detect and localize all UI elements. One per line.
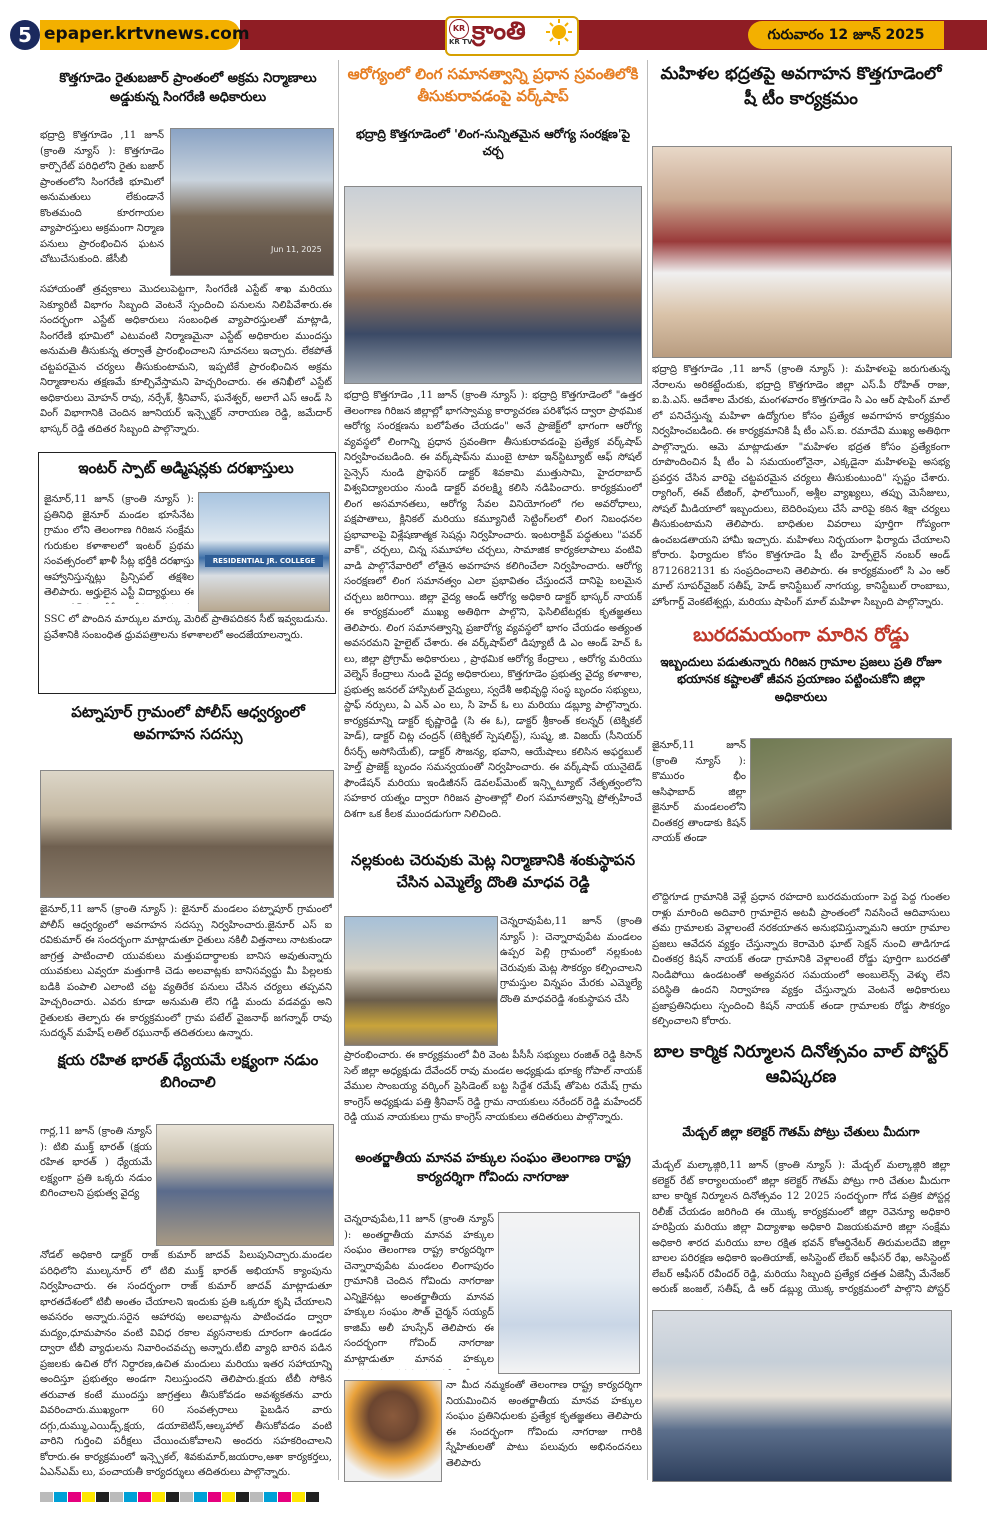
page-number: 5	[10, 20, 40, 50]
patnapur-body: జైనూర్,11 జూన్ (క్రాంతి న్యూస్ ): జైనూర్ మండలం పట్నాపూర్ గ్రామంలో పోలీస్ ఆధ్వర్యంలో అవగాహన సదస్సు నిర్వహించారు.జైనూర్ ఎస్ ఐ రవికుమార్ ఈ సందర్భంగా మాట్లాడుతూ రైతులు నకిలీ విత్తనాలు నాటకుండా జాగ్రత్త పాటించాలి యువకులు మత్తుపదార్థాలకు బానిస అవుతున్నారు యువకులు ఎవ్వరూ మత్తుగాకి చెడు అలవాట్లకు బానిసవ్వద్దు మీ పిల్లలకు బడికి పంపాలి ఎలాంటి చట్ట వ్యతిరేక పనులు చేసిన చర్యలు తప్పవని హెచ్చరించారు. ఎవరు కూడా అనుమతి లేని గడ్డి మందు వడవద్దు అని రైతులకు తెల్పారు ఈ కార్యక్రమంలో గ్రామ పటేల్ వైజనాథ్ జగన్నాథ్ రావు సుదర్శన్ మహేష్ లతిల్ రఘునాథ్ తదితరులు ఉన్నారు.	[40, 904, 332, 1039]
issue-date: గురువారం 12 జూన్ 2025	[748, 21, 944, 49]
muddy-road-subheading: ఇబ్బందులు పడుతున్నారు గిరిజన గ్రామాల ప్రజలు ప్రతి రోజూ భయానక కష్టాలతో జీవన ప్రయాణం పట్టించుకోని జిల్లా అధికారులు	[660, 655, 942, 704]
logo-badge-icon: KR	[449, 19, 469, 39]
tb-body: నోడల్ అధికారి డాక్టర్ రాజ్ కుమార్ జాదవ్ పిలుపునిచ్చారు.మండల పరిధిలోని ముల్కనూర్ లో టిబి ముక్త్ భారత్ అభియాన్ క్యాంపును నిర్వహించారు. ఈ సందర్భంగా రాజ్ కుమార్ జాదవ్ మాట్లాడుతూ భారతదేశంలో టిబీ అంతం చేయాలని ఇందుకు ప్రతి ఒక్కరూ కృషి చేయాలని అవసరం అన్నారు.సరైన ఆహారపు అలవాట్లను పాటించడం ద్వారా మద్యం,ధూమపానం వంటి వివిధ రకాల వ్యసనాలకు దూరంగా ఉండడం ద్వారా టీబీ వ్యాధులను నివారించవచ్చు అన్నారు.టీబి వ్యాధి బారిన పడిన ప్రజలకు ఉచిత రోగ నిర్ధారణ,ఉచిత మందులు మరియు ఇతర సహాయాన్ని అందిస్తూ ప్రభుత్వం అండగా నిలుస్తుందని తెలిపారు.క్షయ టీబీ సోకిన తరువాత కంటే ముందస్తు జాగ్రత్తలు తీసుకోవడం అవశ్యకతను వారు వివరించారు.ముఖ్యంగా 60 సంవత్సరాలు పైబడిన వారు దగ్గు,దుమ్ము,ఎయిడ్స్,క్షయ, డయాబెటిస్,ఆల్కహాల్ తీసుకోవడం వంటి వారిని గుర్తించి పరీక్షలు చేయించుకోవాలని అందరు సహకరించాలని కోరారు.ఈ కార్యక్రమంలో ఇన్స్పెకల్, శివకుమార్,జయరాం,ఆశా కార్యకర్తలు, ఏఎన్ఎమ్ లు, పంచాయతీ కార్యదర్శులు తదితరులు పాల్గొన్నారు.	[40, 1250, 332, 1478]
sun-icon	[545, 18, 573, 46]
gender-subheading: భద్రాద్రి కొత్తగూడెంలో 'లింగ-సున్నితమైన ఆరోగ్య సంరక్షణ'పై చర్చ	[355, 127, 631, 159]
child-labour-heading: బాల కార్మిక నిర్మూలన దినోత్సవం వాల్ పోస్టర్ ఆవిష్కరణ	[653, 1042, 949, 1087]
child-labour-body: మేడ్చల్ మల్కాజ్గిరి,11 జూన్ (క్రాంతి న్యూస్ ): మేడ్చల్ మల్కాజ్గిరి జిల్లా కలెక్టర్ రేట్ కార్యాలయంలో జిల్లా కలెక్టర్ గౌతమ్ పోట్రు గారి చేతుల మీదుగా బాల కార్మిక నిర్మూలన దినోత్సవం 12 2025 సందర్భంగా గోడ పత్రిక పోస్టర్ల రిలీజ్ చేయడం జరిగింది ఈ యొక్క కార్యక్రమంలో జిల్లా రెవెన్యూ అధికారి హరిప్రియ మరియు జిల్లా విద్యాశాఖ అధికారి విజయకుమారి జిల్లా సంక్షేమ అధికారి శారద మరియు బాల రక్షిత భవన్ కోఆర్డినేటర్ తిరుమలదేవి జిల్లా బాలల పరిరక్షణ అధికారి ఇంతియాజ్, అసిస్టెంట్ లేబర్ ఆఫీసర్ రేఖ, అసిస్టెంట్ లేబర్ ఆఫీసర్ రవీందర్ రెడ్డి, మరియు సిబ్బంది ప్రత్యేక దత్తత ఏజెన్సీ మేనేజర్ అరుణ్ జంజల్, సతీష్, డి ఆర్ డబ్ల్యు యొక్క కార్యక్రమంలో పాల్గొని పోస్టర్	[652, 1160, 950, 1295]
reg-swatch	[264, 1492, 277, 1502]
muddy-road-body: లొద్దిగూడ గ్రామానికి వెళ్లే ప్రధాన రహదారి బురదమయంగా పెద్ద పెద్ద గుంతల రాళ్లు మారింది అదివారి గ్రామాలైన అటవీ ప్రాంతంలో నివసించే ఆదివాసులు తమ గ్రామాలకు వెళ్లాలంటే నరకయాతన అనుభవిస్తున్నామని ఆయా గ్రామాల ప్రజలు ఆవేదన వ్యక్తం చేస్తున్నారు కెరామెరి ఘాట్ సెక్షన్ నుంచి తాడిగూడ చింతకర్ర కిషన్ నాయక్ తండా గ్రామానికి వెళ్లాలంటే రోడ్డు పూర్తిగా బురదతో నిండిపోయి ఉండటంతో అత్యవసర సమయంలో అంబులెన్స్ వెళ్ళు లేని పరిస్థితి ఉందని నిర్వాహణ వ్యక్తం చేస్తున్నారు వెంటనే అధికారులు ప్రజాప్రతినిధులు స్పందించి కిషన్ నాయక్ తండా గ్రామాలకు రోడ్డు సౌకర్యం కల్పించాలని కోరారు.	[652, 892, 950, 1027]
patnapur-photo	[40, 770, 334, 898]
singareni-body: సహాయంతో త్రవ్వకాలు మొదలుపెట్టగా, సింగరేణి ఎస్టేట్ శాఖ మరియు సెక్యూరిటీ విభాగం సిబ్బంది వెంటనే స్పందించి పనులను నిలిపివేశారు.ఈ సందర్భంగా ఎస్టేట్ అధికారులు సంబంధిత వ్యాపారస్తులతో మాట్లాడి, సింగరేణి భూమిలో ఎటువంటి నిర్మాణమైనా ఎస్టేట్ అధికారుల ముందస్తు అనుమతి తీసుకున్న తర్వాతే ప్రారంభించాలని సూచనలు ఇచ్చారు. లేకపోతే చట్టపరమైన చర్యలు తీసుకుంటామని, ఇప్పటికే ప్రారంభించిన అక్రమ నిర్మాణాలను తక్షణమే కూల్చివేస్తామని హెచ్చరించారు. ఈ తనిఖీలో ఎస్టేట్ అధికారులు మోహన్ రావు, నర్సేశ్, శ్రీనివాస్, ఘనేశ్వర్, అలాగే ఎస్ ఆండ్ సి వింగ్ విభాగానికి చెందిన జూనియర్ ఇన్స్పెక్టర్ నారాయణ రెడ్డి, జమేదార్ భాస్కర్ రెడ్డి తదితర సిబ్బంది పాల్గొన్నారు.	[40, 284, 332, 435]
poster-release-photo	[652, 1310, 952, 1482]
she-team-heading: మహిళల భద్రతపై అవగాహన కొత్తగూడెంలో షీ టీం కార్యక్రమం	[660, 64, 942, 109]
column-rule-right	[647, 60, 648, 1480]
human-rights-lead: చెన్నరావుపేట,11 జూన్ (క్రాంతి న్యూస్ ): అంతర్జాతీయ మానవ హక్కుల సంఘం తెలంగాణ రాష్ట్ర కార్యదర్శిగా చెన్నారావుపేట మండలం లింగాపురం గ్రామానికి చెందిన గోవిందు నాగరాజు ఎన్నికైనట్లు అంతర్జాతీయ మానవ హక్కుల సంఘం సౌత్ చైర్మన్ సయ్యద్ కాజిమ్ అలీ హుస్సేన్ తెలిపారు ఈ సందర్భంగా గోవింద్ నాగరాజు మాట్లాడుతూ మానవ హక్కుల	[344, 1214, 494, 1365]
reg-swatch	[124, 1492, 137, 1502]
reg-swatch	[292, 1492, 305, 1502]
college-photo	[198, 492, 330, 612]
reg-swatch	[180, 1492, 193, 1502]
reg-swatch	[236, 1492, 249, 1502]
muddy-road-photo-1	[750, 738, 952, 830]
reg-swatch	[40, 1492, 53, 1502]
reg-swatch	[208, 1492, 221, 1502]
inter-spot-body: SSC లో పొందిన మార్కుల మార్కు మెరిట్ ప్రాతిపదికన సీట్ ఇవ్వబడును. ప్రవేశానికి సంబంధిత ధ్రువపత్రాలను కళాశాలలో అందజేయాలన్నారు.	[44, 614, 328, 641]
nallakunta-heading: నల్లకుంట చెరువుకు మెట్ల నిర్మాణానికి శంకుస్థాపన చేసిన ఎమ్మెల్యే దొంతి మాధవ రెడ్డి	[350, 851, 636, 891]
gender-heading: ఆరోగ్యంలో లింగ సమానత్వాన్ని ప్రధాన స్రవంతిలోకి తీసుకురావడంపై వర్క్‌షాప్	[347, 65, 639, 105]
reg-swatch	[306, 1492, 319, 1502]
gender-body: భద్రాద్రి కొత్తగూడెం ,11 జూన్ (క్రాంతి న్యూస్ ): భద్రాద్రి కొత్తగూడెంలో "ఉత్తర తెలంగాణ గిరిజన జిల్లాల్లో భాగస్వామ్య కార్యాచరణ పరిశోధన ద్వారా ప్రాథమిక ఆరోగ్య సంరక్షణను బలోపేతం చేయడం" అనే ప్రాజెక్ట్‌లో భాగంగా ఆరోగ్య వ్యవస్థలో లింగాన్ని ప్రధాన స్రవంతిగా తీసుకురావడంపై ప్రత్యేక వర్క్‌షాప్ నిర్వహించబడింది. ఈ వర్క్‌షాప్‌ను ముంబై టాటా ఇన్‌స్టిట్యూట్ ఆఫ్ సోషల్ సైన్సెస్ నుండి ప్రొఫెసర్ డాక్టర్ శివకామి ముత్తుసామి, హైదరాబాద్ విశ్వవిద్యాలయం నుండి డాక్టర్ వరలక్ష్మి కలిసి నడిపించారు. కార్యక్రమంలో లింగ అసమానతలు, ఆరోగ్య సేవల వినియోగంలో గల అవరోధాలు, పక్షపాతాలు, క్లినికల్ మరియు కమ్యూనిటీ సెట్టింగ్‌లలో లింగ నిబంధనల ప్రభావాలపై విశ్లేషణాత్మక సెషన్లు నిర్వహించారు. ఇంటరాక్టివ్ పద్ధతులు "పవర్ వాక్", చర్చలు, చిన్న సమూహాల చర్చలు, సామాజిక కార్యకలాపాలు వంటివి వాడి పాల్గొనేవారిలో లోతైన అవగాహన కలిగించేలా నిర్వహించారు. ఆరోగ్య సంరక్షణలో లింగ సమానత్వం ఎలా ప్రభావితం చేస్తుందనే దానిపై బలమైన చర్చలు జరిగాయి. జిల్లా వైద్య ఆండ్ ఆరోగ్య అధికారి డాక్టర్ భాస్కర్ నాయక్ ఈ కార్యక్రమంలో ముఖ్య అతిథిగా పాల్గొని, ఫెసిలిటేటర్లకు కృతజ్ఞతలు తెలిపారు. లింగ సమానత్వాన్ని ప్రజారోగ్య వ్యవస్థలో భాగం చేయడం అత్యంత అవసరమని హైలైట్ చేశారు. ఈ వర్క్‌షాప్‌లో డిప్యూటీ డి ఎం ఆండ్ హెచ్ ఓ లు, జిల్లా ప్రోగ్రామ్ అధికారులు , ప్రాథమిక ఆరోగ్య కేంద్రాలు , ఆరోగ్య మరియు వెల్నెస్ కేంద్రాలు నుండి వైద్య అధికారులు, కొత్తగూడెం ప్రభుత్వ వైద్య కళాశాల, ప్రభుత్వ జనరల్ హాస్పిటల్ వైద్యులు, స్వదేశీ అభివృద్ధి సంస్థ బృందం సభ్యులు, స్టాఫ్ నర్సులు, ఏ ఎన్ ఎం లు, సి హెచ్ ఓ లు మరియు డబ్ల్యూ పాల్గొన్నారు. కార్యక్రమాన్ని డాక్టర్ కృష్ణారెడ్డి (సి ఈ ఓ), డాక్టర్ శ్రీకాంత్ కలన్నర్ (టెక్నికల్ హెడ్), డాక్టర్ చిట్ల చంద్రన్ (టెక్నికల్ స్పెషలిస్ట్), సుష్మ, జి. విజయ్ (సీనియర్ రీసర్చ్ అసోసియేట్), డాక్టర్ సౌజన్య, భవాని, ఆయేషాలు కలిసిన అఫర్డబుల్ హెల్త్ ప్రాజెక్ట్ బృందం సమన్వయంతో నిర్వహించారు. ఈ వర్క్‌షాప్ యునైటెడ్ ఫౌండేషన్ మరియు ఇండిజీనస్ డెవలప్‌మెంట్ ఇన్స్టిట్యూట్ నేతృత్వంలోని సహకార యత్నం ద్వారా గిరిజన ప్రాంతాల్లో లింగ సమానత్వాన్ని ప్రోత్సహించే దిశగా ఒక కీలక ముందడుగుగా నిలిచింది.	[344, 390, 642, 820]
singareni-lead: భద్రాద్రి కొత్తగూడెం ,11 జూన్ (క్రాంతి న్యూస్ ): కొత్తగూడెం కార్పొరేట్ పరిధిలోని రైతు బజార్ ప్రాంతంలోని సింగరేణి భూమిలో అనుమతులు లేకుండానే కొంతమంది కూరగాయల వ్యాపారస్తులు అక్రమంగా నిర్మాణ పనులు ప్రారంభించిన ఘటన చోటుచేసుకుంది. జేసీబీ	[40, 130, 164, 265]
patnapur-heading: పట్నాపూర్ గ్రామంలో పోలీస్ ఆధ్వర్యంలో అవగాహన సదస్సు	[71, 703, 305, 743]
muddy-road-heading: బురదమయంగా మారిన రోడ్డు	[693, 624, 909, 646]
reg-swatch	[152, 1492, 165, 1502]
singareni-photo	[170, 128, 334, 276]
nagaraju-portrait	[344, 1380, 442, 1482]
reg-swatch	[138, 1492, 151, 1502]
reg-swatch	[54, 1492, 67, 1502]
human-rights-body: నా మీద నమ్మకంతో తెలంగాణ రాష్ట్ర కార్యదర్శిగా నియమించిన అంతర్జాతీయ మానవ హక్కుల సంఘం ప్రతినిధులకు ప్రత్యేక కృతజ్ఞతలు తెలిపారు ఈ సందర్భంగా గోవిందు నాగరాజు గారికి స్నేహితులతో పాటు పలువురు అభినందనలు తెలిపారు	[446, 1380, 642, 1469]
logo-small-text: KR TV	[449, 38, 473, 46]
she-team-body: భద్రాద్రి కొత్తగూడెం ,11 జూన్ (క్రాంతి న్యూస్ ): మహిళలపై జరుగుతున్న నేరాలను అరికట్టేందుకు, భద్రాద్రి కొత్తగూడెం జిల్లా ఎస్.పీ రోహిత్ రాజు, ఐ.పి.ఎస్. ఆదేశాల మేరకు, మంగళవారం కొత్తగూడెం సి ఎం ఆర్ షాపింగ్ మాల్ లో పనిచేస్తున్న మహిళా ఉద్యోగుల కోసం ప్రత్యేక అవగాహన కార్యక్రమం నిర్వహించబడింది. ఈ కార్యక్రమానికి షీ టీం ఎస్.ఐ. రమాదేవి ముఖ్య అతిథిగా పాల్గొన్నారు. ఆమె మాట్లాడుతూ "మహిళల భద్రత కోసం ప్రత్యేకంగా రూపొందించిన షీ టీం ఏ సమయంలోనైనా, ఎక్కడైనా మహిళలపై అసభ్య ప్రవర్తన చేసిన వారిపై చట్టపరమైన చర్యలు తీసుకుంటుంది" స్పష్టం చేశారు. ర్యాగింగ్, ఈవ్ టీజింగ్, ఫాలోయింగ్, అశ్లీల వ్యాఖ్యలు, తప్పు మెసేజులు, సోషల్ మీడియాలో ఇబ్బందులు, బెదిరింపులు చేసే వారిపై కఠిన శిక్షా చర్యలు తీసుకుంటామని తెలిపారు. బాధితుల వివరాలు పూర్తిగా గోప్యంగా ఉంచబడతాయని హామీ ఇచ్చారు. మహిళలు నిర్భయంగా ఫిర్యాదు చేయాలని కోరారు. ఫిర్యాదుల కోసం కొత్తగూడెం షీ టీం హెల్ప్‌లైన్ నంబర్ ఆండ్ 8712682131 కు సంప్రదించాలని తెలిపారు. ఈ కార్యక్రమంలో సి ఎం ఆర్ మాల్ సూపర్‌వైజర్ సతీష్, హెడ్ కానిస్టేబుల్ నాగయ్య, కానిస్టేబుల్ రాంబాబు, హోంగార్డ్ వెంకటేశ్వర్లు, మరియు షాపింగ్ మాల్ మహిళా సిబ్బంది పాల్గొన్నారు.	[652, 364, 950, 608]
muddy-road-lead: జైనూర్,11 జూన్ (క్రాంతి న్యూస్ ): కొమురం భీం ఆసిఫాబాద్ జిల్లా జైనూర్ మండలంలోని చింతకర్ర తాండాకు కిషన్ నాయక్ తండా	[652, 740, 746, 844]
child-labour-subheading: మేడ్చల్ జిల్లా కలెక్టర్ గౌతమ్ పోట్రు చేతులు మీదుగా	[682, 1125, 920, 1139]
tb-camp-photo	[156, 1124, 334, 1246]
college-sign: RESIDENTIAL JR. COLLEGE	[205, 555, 323, 567]
tb-lead: గార్ల,11 జూన్ (క్రాంతి న్యూస్ ): టిబి ముక్త్ భారత్ (క్షయ రహిత భారత్ ) ధ్యేయమే లక్ష్యంగా ప్రతి ఒక్కరు నడుం బిగించాలని ప్రభుత్వ వైద్య	[40, 1126, 152, 1199]
inter-spot-lead: జైనూర్,11 జూన్ (క్రాంతి న్యూస్ ): ప్రతినిధి జైనూర్ మండల భూసేనేట గ్రామం లోని తెలంగాణ గిరిజన సంక్షేమ గురుకుల కళాశాలలో ఇంటర్ ప్రథమ సంవత్సరంలో ఖాళీ సీట్ల భర్తీకి దరఖాస్తు ఆహ్వానిస్తున్నట్లు ప్రిన్సిపల్ తక్షశిల తెలిపారు. అర్హులైన ఎస్టీ విద్యార్థులు ఈ	[44, 494, 194, 598]
singareni-heading: కొత్తగూడెం రైతుబజార్ ప్రాంతంలో అక్రమ నిర్మాణాలు అడ్డుకున్న సింగరేణి అధికారులు	[59, 71, 317, 105]
she-team-photo	[652, 146, 952, 358]
nallakunta-body: ప్రారంభించారు. ఈ కార్యక్రమంలో వీరి వెంట పీసీసీ సభ్యులు రంజిత్ రెడ్డి కిసాన్ సెల్ జిల్లా అధ్యక్షుడు దేవేందర్ రావు మండల అధ్యక్షుడు భూక్య గోపాల్ నాయక్ వేముల సాంబయ్య వర్కింగ్ ప్రెసిడెంట్ బట్ట సిద్దేశ రమేష్ తోపెట రమేష్ గ్రామ కాంగ్రెస్ అధ్యక్షుడు పత్తి శ్రీనివాస్ రెడ్డి గ్రామ నాయకులు నరేందర్ రెడ్డి మహేందర్ రెడ్డి యువ నాయకులు గ్రామ కాంగ్రెస్ నాయకులు తదితరులు పాల్గొన్నారు.	[344, 1050, 642, 1123]
tb-heading: క్షయ రహిత భారత్ ధ్యేయమే లక్ష్యంగా నడుం బిగించాలి	[57, 1051, 319, 1091]
reg-swatch	[166, 1492, 179, 1502]
reg-swatch	[250, 1492, 263, 1502]
certificate-photo	[498, 1212, 640, 1374]
registration-marks	[40, 1487, 955, 1497]
reg-swatch	[68, 1492, 81, 1502]
reg-swatch	[96, 1492, 109, 1502]
site-url[interactable]: epaper.krtvnews.com	[44, 24, 250, 44]
nallakunta-lead: చెన్నరావుపేట,11 జూన్ (క్రాంతి న్యూస్ ): చెన్నారావుపేట మండలం ఉప్పర పెల్లి గ్రామంలో నల్లకుంట చెరువుకు మెట్ల సౌకర్యం కల్పించాలని గ్రామస్తుల విన్నపం మేరకు ఎమ్మెల్యే దొంతి మాధవరెడ్డి శంకుస్థాపన చేసి	[500, 916, 642, 1005]
workshop-photo	[344, 186, 642, 384]
logo-word: క్రాంతి	[472, 16, 526, 45]
reg-swatch	[222, 1492, 235, 1502]
column-rule-left	[338, 60, 339, 1480]
photo-timestamp: Jun 11, 2025	[271, 245, 322, 254]
human-rights-heading: అంతర్జాతీయ మానవ హక్కుల సంఘం తెలంగాణ రాష్ట్ర కార్యదర్శిగా గోవిందు నాగరాజు	[355, 1151, 631, 1185]
reg-swatch	[110, 1492, 123, 1502]
reg-swatch	[82, 1492, 95, 1502]
reg-swatch	[194, 1492, 207, 1502]
inter-spot-heading: ఇంటర్ స్పాట్ అడ్మిషన్లకు దరఖాస్తులు	[78, 459, 294, 477]
foundation-stone-photo	[344, 916, 498, 1046]
reg-swatch	[278, 1492, 291, 1502]
